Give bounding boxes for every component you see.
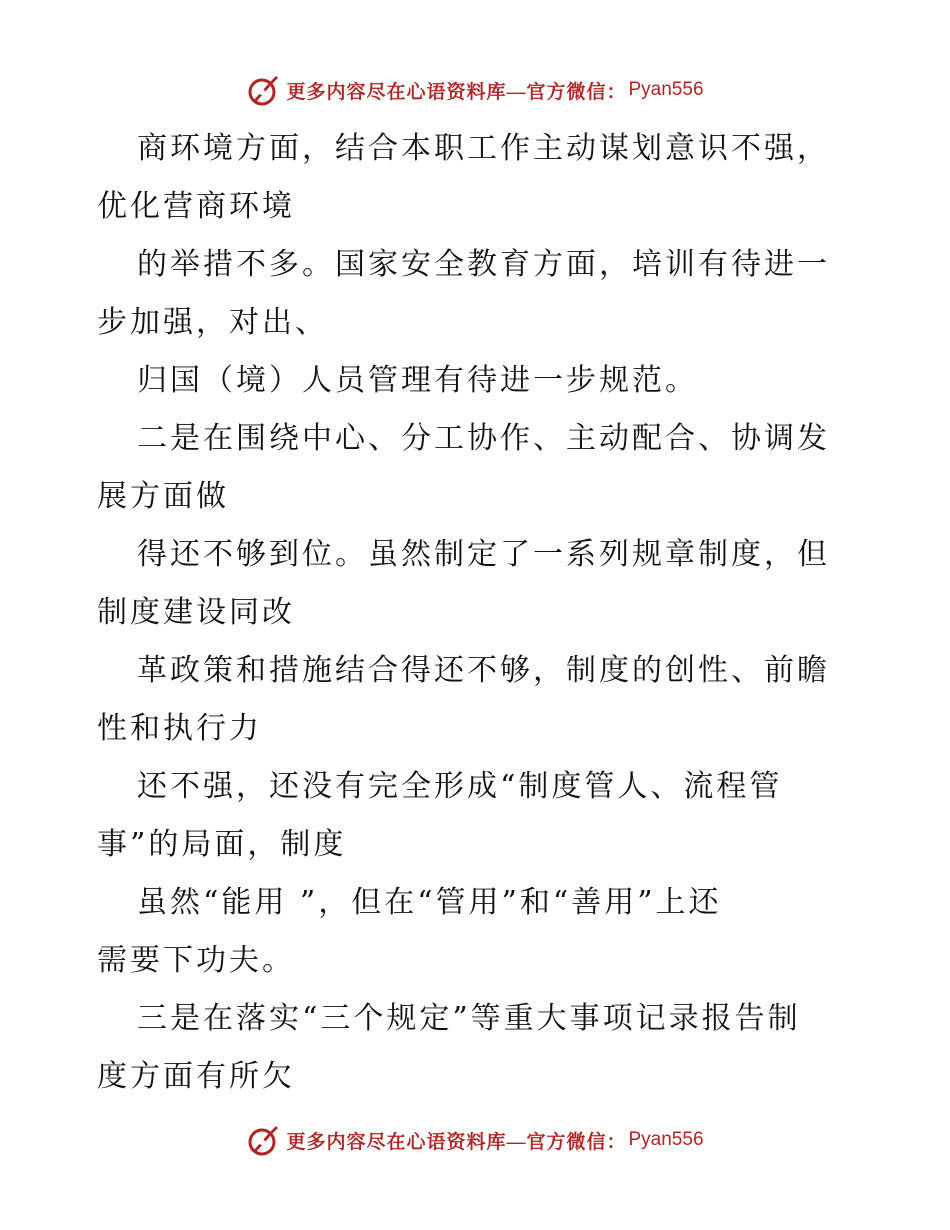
text-line: 的举措不多。国家安全教育方面，培训有待进一 xyxy=(137,247,830,282)
header-banner-text: 更多内容尽在心语资料库—官方微信： xyxy=(286,81,627,103)
header-wechat-id: Pyan556 xyxy=(628,79,704,100)
footer-wechat-id: Pyan556 xyxy=(628,1129,704,1150)
pen-nib-logo-icon xyxy=(246,1122,282,1158)
text-line: 性和执行力 xyxy=(97,711,262,746)
text-line: 还不强，还没有完全形成“制度管人、流程管 xyxy=(137,769,783,804)
header-banner xyxy=(0,70,950,110)
document-body xyxy=(97,120,857,1106)
text-line: 度方面有所欠 xyxy=(97,1059,295,1094)
text-line: 三是在落实“三个规定”等重大事项记录报告制 xyxy=(137,1001,801,1036)
footer-banner xyxy=(0,1120,950,1160)
text-line: 二是在围绕中心、分工协作、主动配合、协调发 xyxy=(137,421,830,456)
text-line: 商环境方面，结合本职工作主动谋划意识不强， xyxy=(137,131,830,166)
text-line: 虽然“能用 ”，但在“管用”和“善用”上还 xyxy=(137,885,722,920)
text-line: 步加强，对出、 xyxy=(97,305,328,340)
text-line: 优化营商环境 xyxy=(97,189,295,224)
text-line: 得还不够到位。虽然制定了一系列规章制度，但 xyxy=(137,537,830,572)
pen-nib-logo-icon xyxy=(246,72,282,108)
text-line: 事”的局面，制度 xyxy=(97,827,347,862)
text-line: 制度建设同改 xyxy=(97,595,295,630)
text-line: 展方面做 xyxy=(97,479,229,514)
text-line: 需要下功夫。 xyxy=(97,943,295,978)
footer-banner-text: 更多内容尽在心语资料库—官方微信： xyxy=(286,1131,627,1153)
text-line: 革政策和措施结合得还不够，制度的创性、前瞻 xyxy=(137,653,830,688)
text-line: 归国（境）人员管理有待进一步规范。 xyxy=(137,363,698,398)
